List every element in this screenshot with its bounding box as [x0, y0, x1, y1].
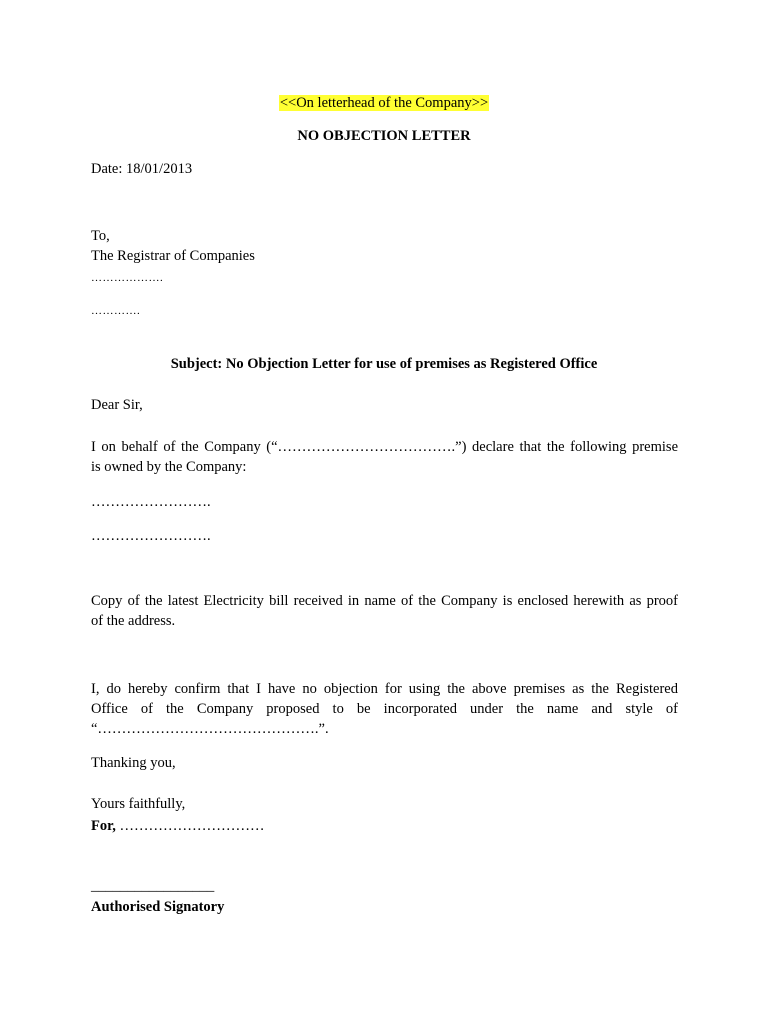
paragraph-2-line-2: of the address. [91, 613, 176, 629]
thanks-line: Thanking you, [91, 755, 176, 771]
paragraph-2-line-1: Copy of the latest Electricity bill received in name of the Company is enclosed herewith as proof [91, 593, 678, 609]
letterhead-note: <<On letterhead of the Company>> [279, 95, 489, 111]
for-label: For, [91, 818, 116, 834]
paragraph-1-line-1: I on behalf of the Company (“……………………………….”) declare that the following premise [91, 439, 678, 455]
salutation: Dear Sir, [91, 397, 143, 413]
letter-date: Date: 18/01/2013 [91, 161, 193, 177]
letter-heading: NO OBJECTION LETTER [297, 128, 471, 144]
paragraph-3-line-3: “……………………………………….”. [91, 721, 329, 737]
paragraph-1-line-2: is owned by the Company: [91, 459, 247, 475]
address-line-2: …………. [91, 305, 141, 317]
signature-line: _________________ [91, 878, 215, 894]
authorised-signatory: Authorised Signatory [91, 899, 225, 915]
letter-subject: Subject: No Objection Letter for use of premises as Registered Office [170, 356, 598, 372]
to-label: To, [91, 228, 110, 244]
premise-line-1: ……………………. [91, 494, 211, 510]
letterhead-note-row [0, 93, 768, 113]
address-line-1: ………………. [91, 272, 164, 284]
paragraph-3-line-2: Office of the Company proposed to be incorporated under the name and style of [91, 701, 678, 717]
for-company-blank: ………………………… [119, 818, 265, 834]
for-line [91, 816, 264, 836]
premise-line-2: ……………………. [91, 528, 211, 544]
paragraph-3-line-1: I, do hereby confirm that I have no objection for using the above premises as the Registered [91, 681, 678, 697]
closing-line: Yours faithfully, [91, 796, 186, 812]
recipient-name: The Registrar of Companies [91, 248, 255, 264]
